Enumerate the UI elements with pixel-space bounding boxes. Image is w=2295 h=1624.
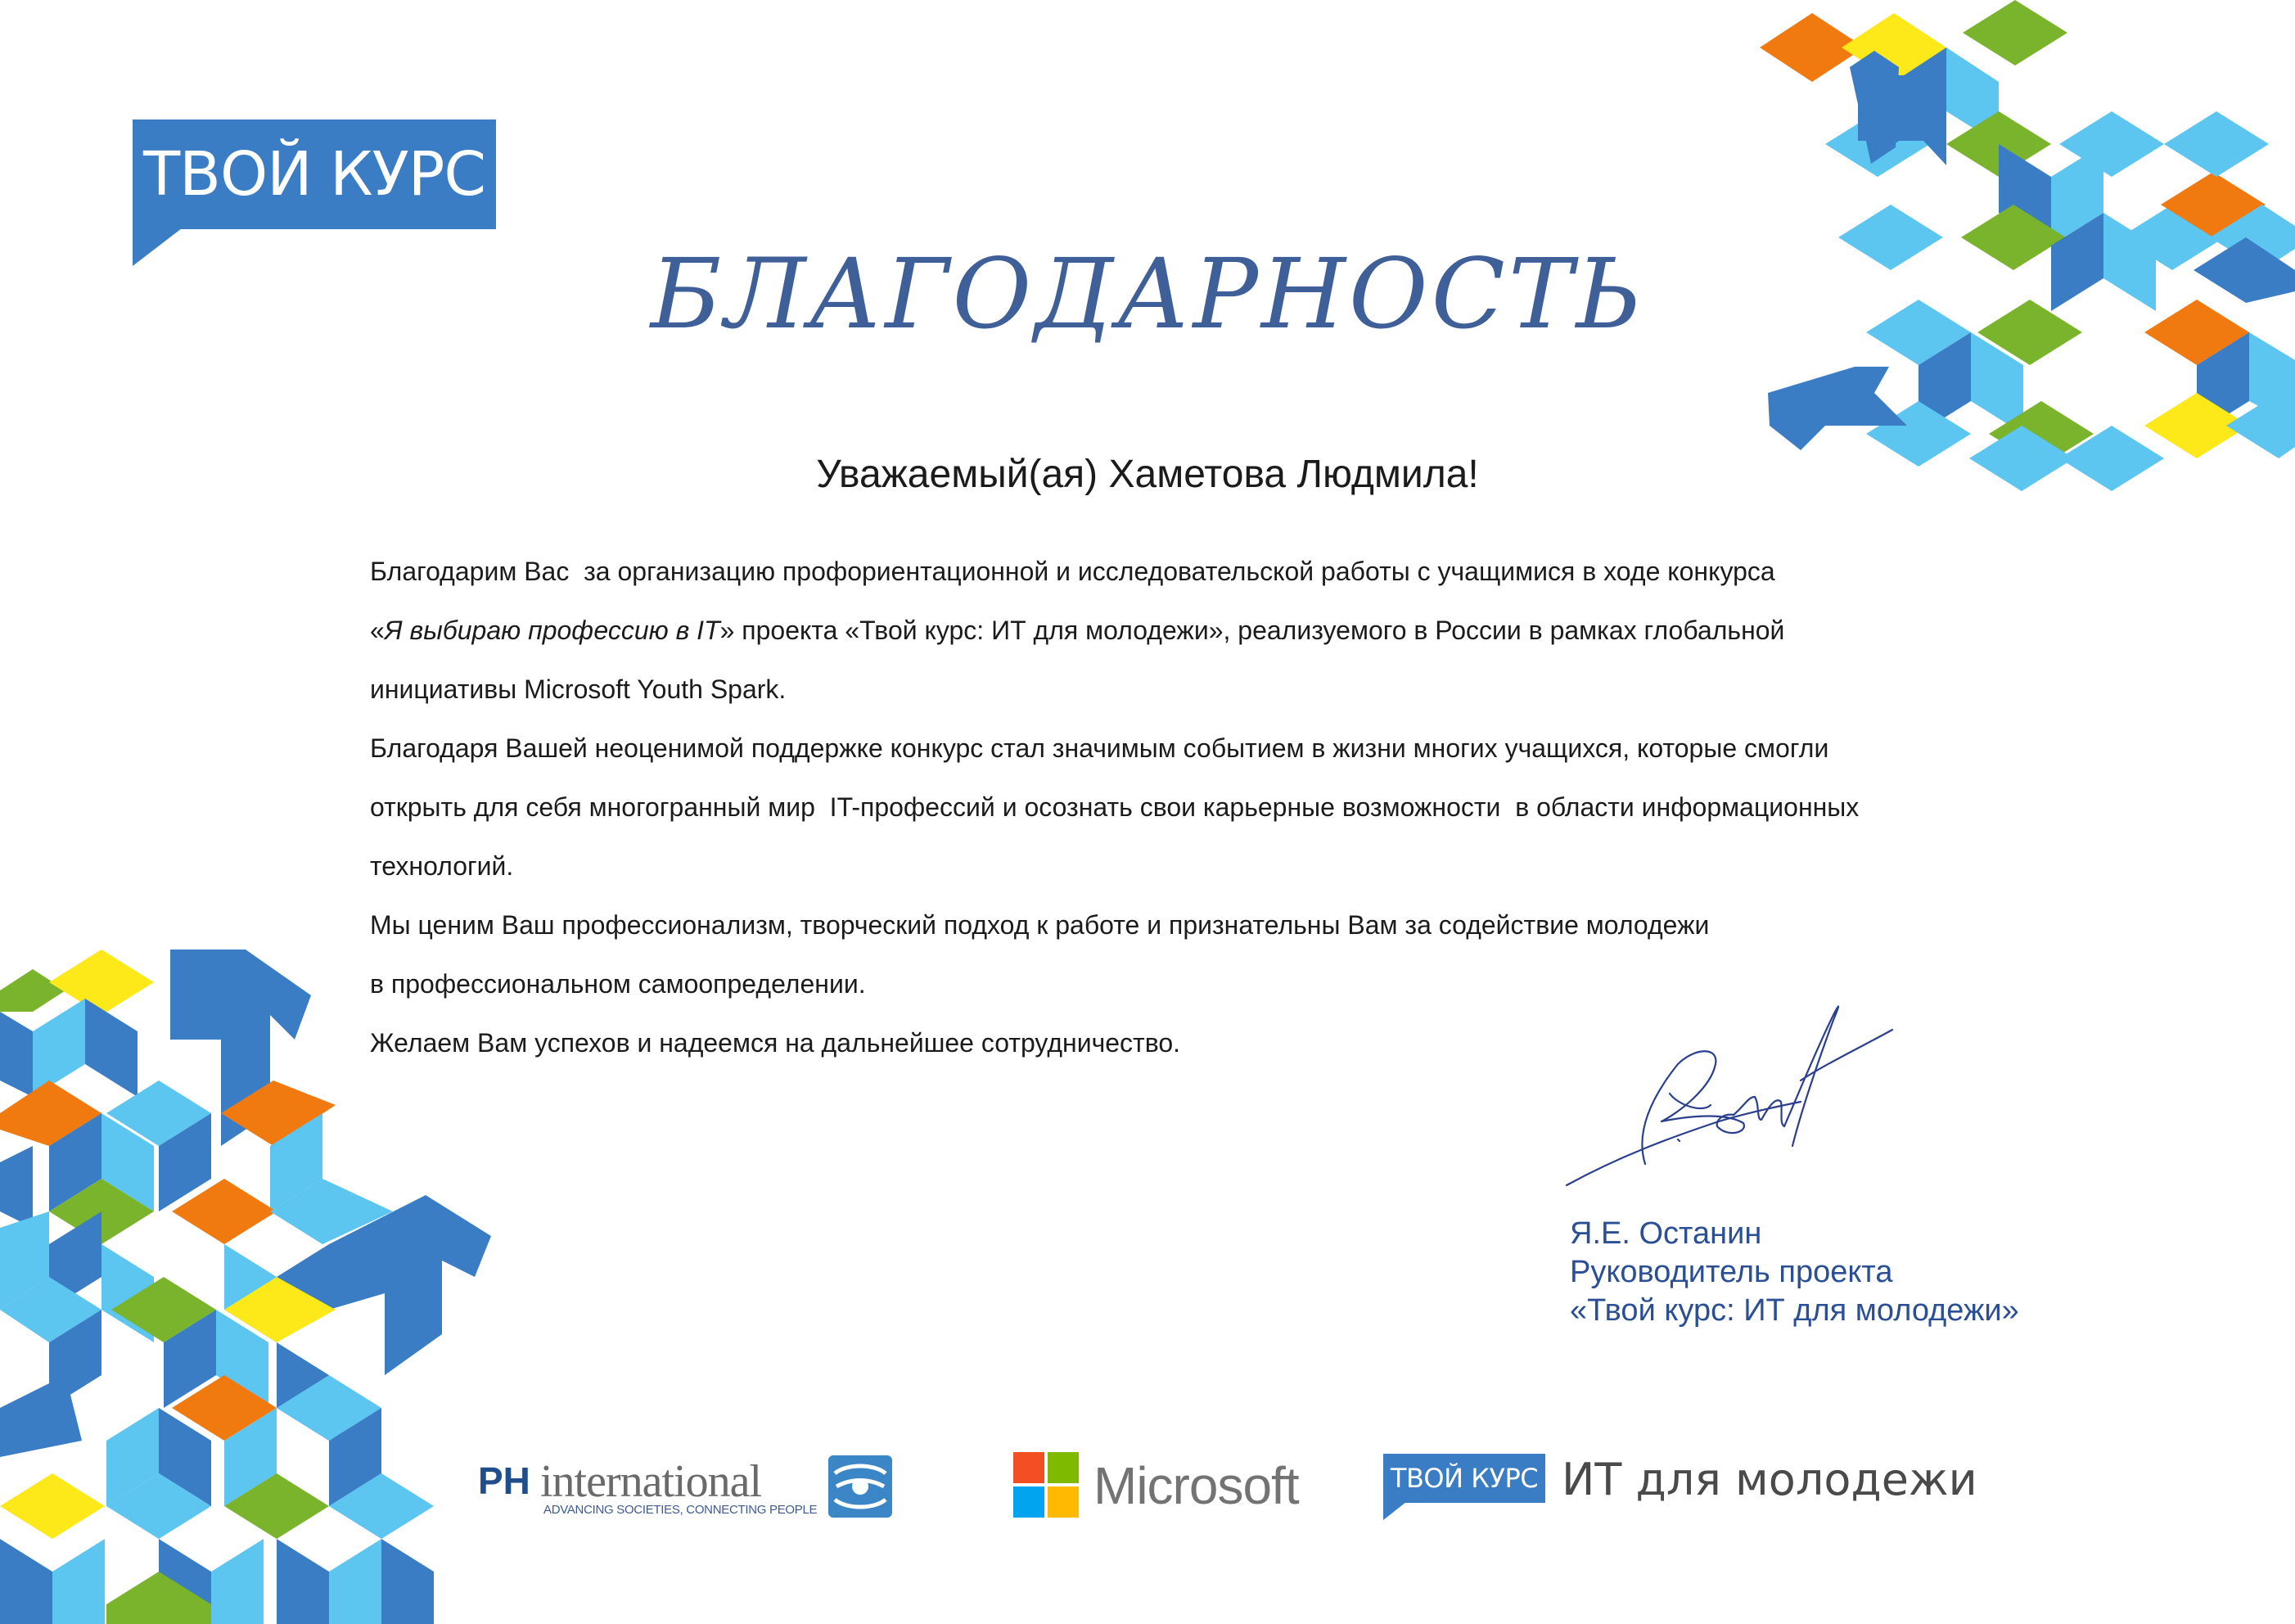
tvoy-kurs-it-text: ИТ для молодежи	[1562, 1454, 1977, 1505]
ph-logo-tagline: ADVANCING SOCIETIES, CONNECTING PEOPLE	[543, 1503, 818, 1517]
signer-block	[1570, 1215, 2019, 1330]
contest-name: Я выбираю профессию в IT	[384, 616, 720, 645]
body-line: инициативы Microsoft Youth Spark.	[370, 674, 787, 704]
ph-logo-word: international	[540, 1456, 762, 1507]
body-line: Благодарим Вас за организацию профориентационной и исследовательской работы с учащимися в ходе конкурса	[370, 557, 1775, 586]
certificate-title: БЛАГОДАРНОСТЬ	[650, 237, 1645, 350]
microsoft-logo	[1013, 1452, 1324, 1518]
salutation: Уважаемый(ая) Хаметова Людмила!	[816, 453, 1479, 496]
tvoy-kurs-it-logo	[1383, 1454, 1977, 1527]
body-line: Желаем Вам успехов и надеемся на дальнейшее сотрудничество.	[370, 1028, 1181, 1058]
tvoy-kurs-box-label: ТВОЙ КУРС	[1390, 1463, 1539, 1494]
logo-text: ТВОЙ КУРС	[142, 139, 486, 210]
body-line: Благодаря Вашей неоценимой поддержке конкурс стал значимым событием в жизни многих учащихся, которые смогли	[370, 733, 1829, 763]
quote-open: «	[370, 616, 385, 645]
ph-international-icon	[828, 1455, 892, 1518]
body-line: в профессиональном самоопределении.	[370, 969, 866, 999]
signer-position: Руководитель проекта	[1570, 1255, 1893, 1289]
signer-project: «Твой курс: ИТ для молодежи»	[1570, 1293, 2019, 1328]
speech-bubble-logo	[1383, 1502, 1406, 1522]
body-line: открыть для себя многогранный мир IT-профессий и осознать свои карьерные возможности в области информационных	[370, 792, 1860, 822]
body-line-rest: » проекта «Твой курс: ИТ для молодежи», реализуемого в России в рамках глобальной	[719, 616, 1785, 645]
microsoft-wordmark: Microsoft	[1093, 1456, 1299, 1515]
signer-name: Я.Е. Останин	[1570, 1216, 1762, 1251]
body-line: Мы ценим Ваш профессионализм, творческий подход к работе и признательны Вам за содействие молодежи	[370, 910, 1710, 940]
ph-international-logo	[478, 1455, 895, 1521]
ph-logo-bold: PH	[478, 1459, 530, 1502]
microsoft-logo-grid	[1013, 1452, 1079, 1518]
signature-mark	[1555, 982, 1915, 1195]
body-line: технологий.	[370, 851, 514, 881]
body-line	[370, 601, 2130, 660]
